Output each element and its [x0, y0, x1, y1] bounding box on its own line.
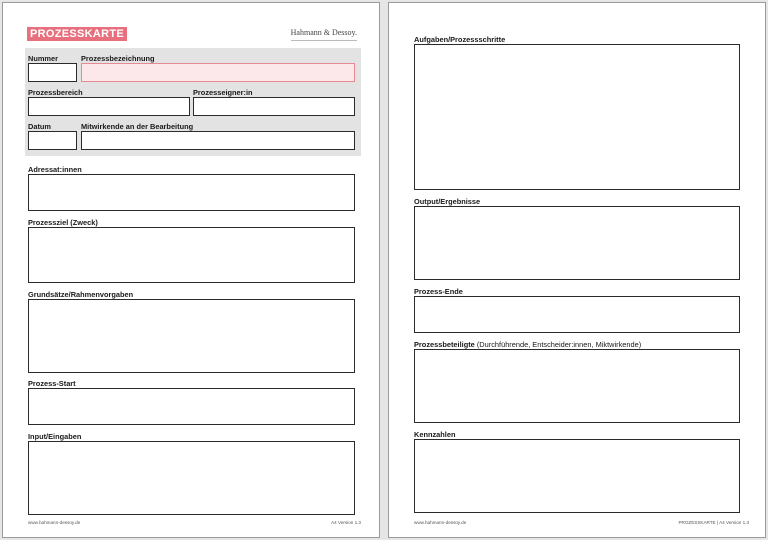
footer-version: PROZESSKARTE | A4 Version 1.3 [678, 520, 749, 525]
right-page [388, 2, 766, 538]
kennzahlen-field[interactable] [414, 439, 740, 513]
prozessbeteiligte-label-main: Prozessbeteiligte [414, 340, 475, 349]
datum-field[interactable] [28, 131, 77, 150]
brand-logo: Hahmann & Dessoy. [291, 28, 357, 41]
mitwirkende-label: Mitwirkende an der Bearbeitung [81, 122, 194, 131]
nummer-field[interactable] [28, 63, 77, 82]
prozessbereich-field[interactable] [28, 97, 190, 116]
aufgaben-label: Aufgaben/Prozessschritte [414, 35, 506, 44]
footer-website: www.hahmann-dessoy.de [414, 520, 467, 525]
input-label: Input/Eingaben [28, 432, 82, 441]
output-field[interactable] [414, 206, 740, 280]
prozessbezeichnung-field[interactable] [81, 63, 355, 82]
footer-version: A4 Version 1.3 [331, 520, 361, 525]
prozessziel-label: Prozessziel (Zweck) [28, 218, 98, 227]
grundsaetze-field[interactable] [28, 299, 355, 373]
datum-label: Datum [28, 122, 51, 131]
prozessbeteiligte-field[interactable] [414, 349, 740, 423]
prozessbezeichnung-label: Prozessbezeichnung [81, 54, 155, 63]
aufgaben-field[interactable] [414, 44, 740, 190]
prozess-start-field[interactable] [28, 388, 355, 425]
prozesseigner-field[interactable] [193, 97, 355, 116]
prozesseigner-label: Prozesseigner:in [193, 88, 253, 97]
input-field[interactable] [28, 441, 355, 515]
kennzahlen-label: Kennzahlen [414, 430, 456, 439]
prozess-ende-label: Prozess-Ende [414, 287, 463, 296]
footer-website: www.hahmann-dessoy.de [28, 520, 81, 525]
page-title: PROZESSKARTE [27, 27, 127, 41]
prozessbereich-label: Prozessbereich [28, 88, 83, 97]
adressaten-field[interactable] [28, 174, 355, 211]
prozessbeteiligte-label-note: (Durchführende, Entscheider:innen, Miktwirkende) [474, 340, 642, 349]
mitwirkende-field[interactable] [81, 131, 355, 150]
prozess-ende-field[interactable] [414, 296, 740, 333]
prozess-start-label: Prozess-Start [28, 379, 76, 388]
nummer-label: Nummer [28, 54, 58, 63]
prozessziel-field[interactable] [28, 227, 355, 283]
prozessbeteiligte-label [414, 340, 641, 349]
output-label: Output/Ergebnisse [414, 197, 481, 206]
grundsaetze-label: Grundsätze/Rahmenvorgaben [28, 290, 134, 299]
left-page [2, 2, 380, 538]
adressaten-label: Adressat:innen [28, 165, 82, 174]
